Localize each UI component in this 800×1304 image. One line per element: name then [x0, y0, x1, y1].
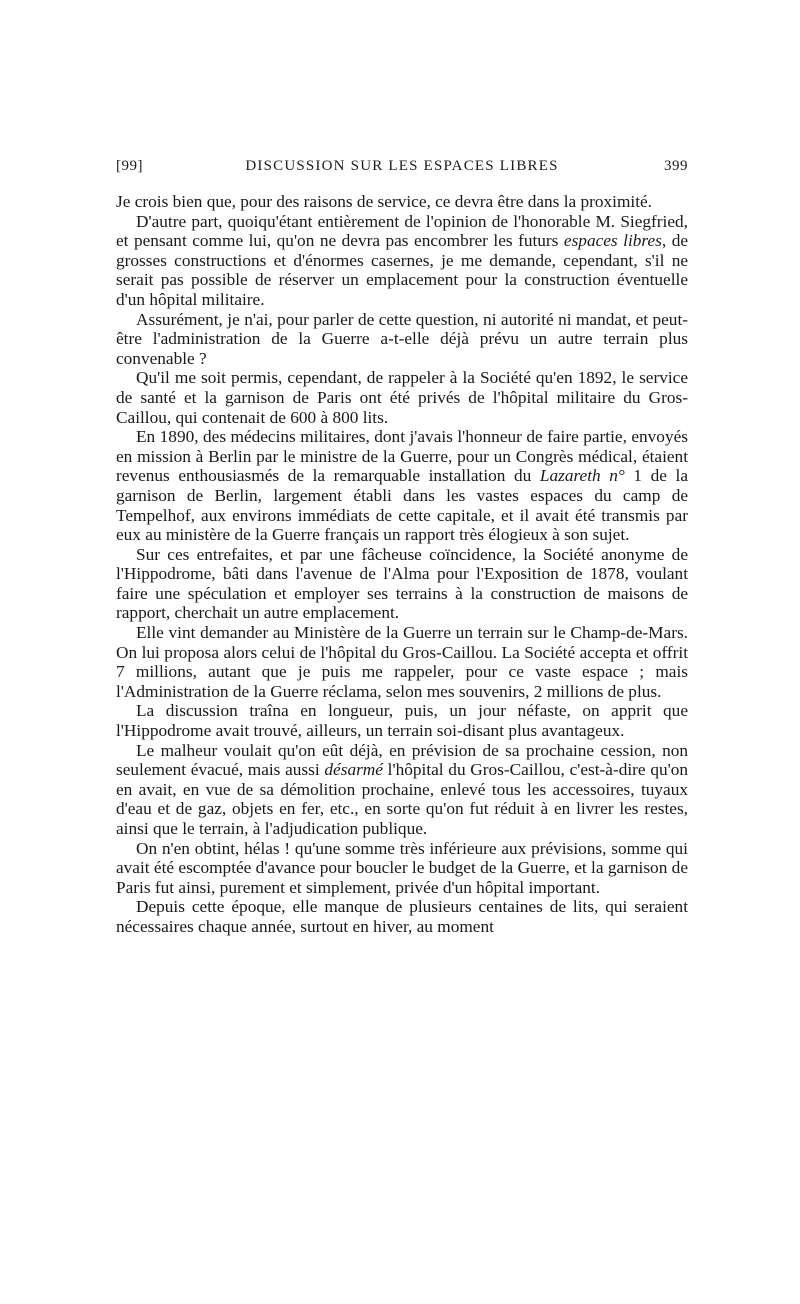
text-segment: Le malheur voulait qu'on eût déjà, en prévision de sa prochaine cession, non seulement évacué, mais aussi	[116, 740, 688, 780]
text-segment: Elle vint demander au Ministère de la Guerre un terrain sur le Champ-de-Mars. On lui proposa alors celui de l'hôpital du Gros-Caillou. La Société accepta et offrit 7 millions, autant que je puis me rappeler, pour ce vaste espace ; mais l'Administration de la Guerre réclama, selon mes souvenirs, 2 millions de plus.	[116, 623, 688, 701]
italic-term: espaces libres	[563, 231, 662, 251]
paragraph	[116, 427, 688, 545]
text-segment: , de grosses constructions et d'énormes casernes, je me demande, cependant, s'il ne serait pas possible de réserver un emplacement pour la construction éventuelle d'un hôpital militaire.	[116, 231, 688, 309]
italic-term: Lazareth n°	[539, 466, 625, 486]
paragraph	[116, 545, 688, 623]
text-segment: La discussion traîna en longueur, puis, un jour néfaste, on apprit que l'Hippodrome avait trouvé, ailleurs, un terrain soi-disant plus avantageux.	[116, 701, 688, 741]
body-text	[116, 192, 688, 937]
paragraph	[116, 897, 688, 936]
paragraph	[116, 741, 688, 839]
running-header	[116, 150, 688, 180]
text-segment: 1 de la garnison de Berlin, largement établi dans les vastes espaces du camp de Tempelhof, aux environs immédiats de cette capitale, et il avait été transmis par eux au ministère de la Guerre français un rapport très élogieux à son sujet.	[116, 466, 688, 545]
running-title: DISCUSSION SUR LES ESPACES LIBRES	[245, 158, 559, 174]
text-segment: Qu'il me soit permis, cependant, de rappeler à la Société qu'en 1892, le service de santé et la garnison de Paris ont été privés de l'hôpital militaire du Gros-Caillou, qui contenait de 600 à 800 lits.	[116, 368, 688, 427]
paragraph	[116, 701, 688, 740]
paragraph	[116, 192, 688, 212]
text-segment: Assurément, je n'ai, pour parler de cette question, ni autorité ni mandat, et peut-être l'administration de la Guerre a-t-elle déjà prévu un autre terrain plus convenable ?	[116, 309, 688, 368]
italic-term: désarmé	[324, 760, 383, 780]
paragraph	[116, 839, 688, 898]
text-segment: On n'en obtint, hélas ! qu'une somme très inférieure aux prévisions, somme qui avait été escomptée d'avance pour boucler le budget de la Guerre, et la garnison de Paris fut ainsi, purement et simplement, privée d'un hôpital important.	[116, 838, 688, 897]
book-page	[116, 150, 688, 937]
text-segment: En 1890, des médecins militaires, dont j'avais l'honneur de faire partie, envoyés en mission à Berlin par le ministre de la Guerre, pour un Congrès médical, étaient revenus enthousiasmés de la remarquable installation du	[116, 427, 688, 486]
paragraph	[116, 310, 688, 369]
text-segment: Je crois bien que, pour des raisons de service, ce devra être dans la proximité.	[116, 192, 653, 211]
text-segment: l'hôpital du Gros-Caillou, c'est-à-dire qu'on en avait, en vue de sa démolition prochaine, enlevé tous les accessoires, tuyaux d'eau et de gaz, objets en fer, etc., en sorte qu'on fut réduit à en livrer les restes, ainsi que le terrain, à l'adjudication publique.	[116, 760, 688, 838]
paragraph	[116, 623, 688, 701]
paragraph	[116, 212, 688, 310]
text-segment: D'autre part, quoiqu'étant entièrement de l'opinion de l'honorable M. Siegfried, et pensant comme lui, qu'on ne devra pas encombrer les futurs	[116, 211, 688, 251]
page-number: 399	[664, 158, 688, 174]
paragraph	[116, 368, 688, 427]
bracketed-folio: [99]	[116, 158, 143, 174]
text-segment: Depuis cette époque, elle manque de plusieurs centaines de lits, qui seraient nécessaires chaque année, surtout en hiver, au moment	[116, 897, 688, 936]
text-segment: Sur ces entrefaites, et par une fâcheuse coïncidence, la Société anonyme de l'Hippodrome, bâti dans l'avenue de l'Alma pour l'Exposition de 1878, voulant faire une spéculation et employer ses terrains à la construction de maisons de rapport, cherchait un autre emplacement.	[116, 544, 688, 623]
